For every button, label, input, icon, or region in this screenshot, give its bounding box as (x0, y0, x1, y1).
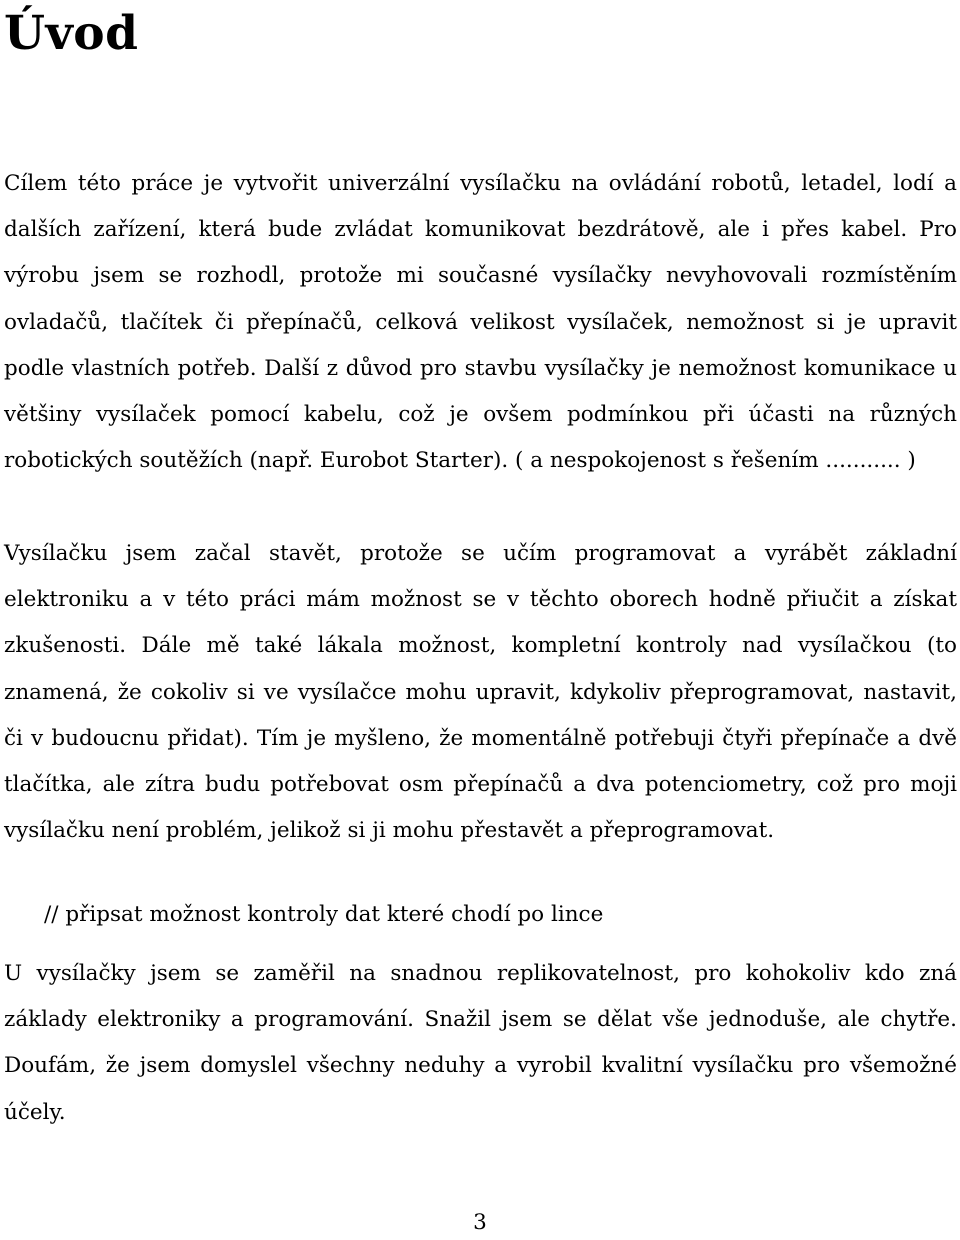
author-note: // připsat možnost kontroly dat které chodí po lince (44, 902, 604, 927)
paragraph-intro: Cílem této práce je vytvořit univerzální vysílačku na ovládání robotů, letadel, lodí a dalších zařízení, která bude zvládat komunikovat bezdrátově, ale i přes kabel. Pro výrobu jsem se rozhodl, protože mi současné vysílačky nevyhovovali rozmístěním ovladačů, tlačítek či přepínačů, celková velikost vysílaček, nemožnost si je upravit podle vlastních potřeb. Další z důvod pro stavbu vysílačky je nemožnost komunikace u většiny vysílaček pomocí kabelu, což je ovšem podmínkou při účasti na různých robotických soutěžích (např. Eurobot Starter). ( a nespokojenost s řešením ........... ) (4, 171, 957, 474)
paragraph-goals: U vysílačky jsem se zaměřil na snadnou replikovatelnost, pro kohokoliv kdo zná základy elektroniky a programování. Snažil jsem se dělat vše jednoduše, ale chytře. Doufám, že jsem domyslel všechny neduhy a vyrobil kvalitní vysílačku pro všemožné účely. (4, 961, 957, 1125)
chapter-title: Úvod (4, 6, 139, 61)
paragraph-motivation: Vysílačku jsem začal stavět, protože se učím programovat a vyrábět základní elektroniku a v této práci mám možnost se v těchto oborech hodně přiučit a získat zkušenosti. Dále mě také lákala možnost, kompletní kontroly nad vysílačkou (to znamená, že cokoliv si ve vysílačce mohu upravit, kdykoliv přeprogramovat, nastavit, či v budoucnu přidat). Tím je myšleno, že momentálně potřebuji čtyři přepínače a dvě tlačítka, ale zítra budu potřebovat osm přepínačů a dva potenciometry, což pro moji vysílačku není problém, jelikož si ji mohu přestavět a přeprogramovat. (4, 541, 957, 844)
page-number: 3 (473, 1210, 487, 1235)
